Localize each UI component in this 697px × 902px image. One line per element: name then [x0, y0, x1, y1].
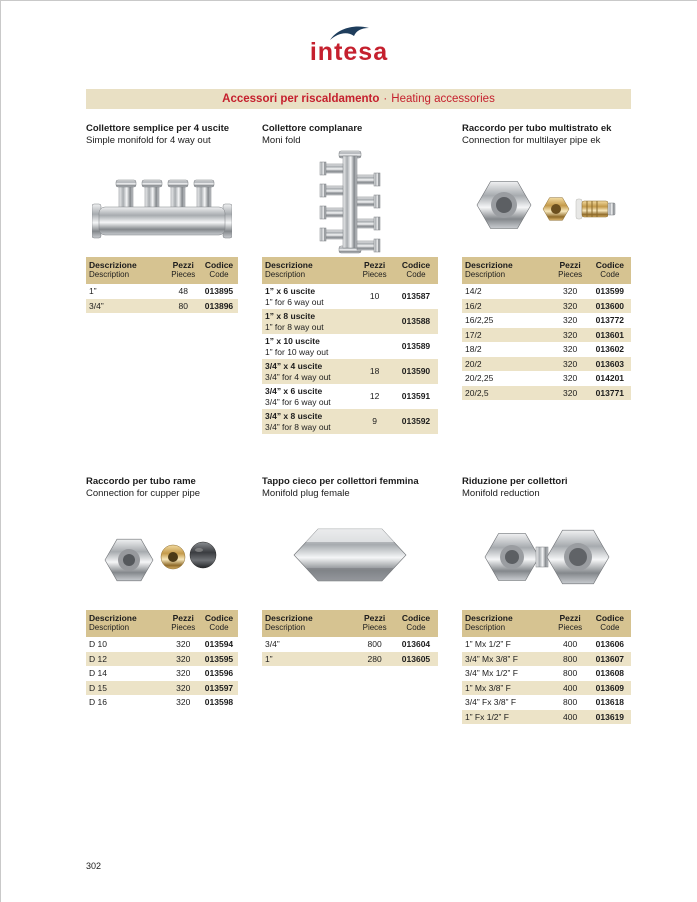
reduction-image [472, 515, 622, 595]
cell-code: 014201 [595, 373, 625, 383]
cell-code: 013595 [204, 653, 234, 664]
product-photo [86, 503, 238, 607]
cell-description: 1” [265, 653, 273, 664]
cell-code: 013619 [595, 711, 625, 722]
cell-code: 013896 [204, 300, 234, 311]
cell-pieces: 320 [176, 668, 191, 678]
cell-description: 3/4” [89, 300, 104, 311]
cell-pieces: 400 [563, 711, 578, 722]
cell-code: 013592 [401, 416, 431, 427]
section-header [262, 123, 438, 150]
product-section [86, 476, 238, 710]
table-row [86, 299, 238, 314]
table-row [86, 695, 238, 710]
cell-code: 013599 [595, 286, 625, 296]
section-header [262, 476, 438, 503]
table-row [462, 342, 631, 357]
column-header-pieces: Pezzi Pieces [355, 610, 394, 637]
cell-pieces: 320 [176, 639, 191, 649]
cell-pieces: 320 [563, 387, 578, 398]
column-header-pieces: Pezzi Pieces [355, 257, 394, 284]
column-header-description: Descrizione Description [462, 610, 552, 637]
section-title-english: Simple monifold for 4 way out [86, 135, 211, 146]
cell-description: 20/2,5 [465, 387, 489, 398]
product-photo [462, 503, 631, 607]
manifold-horizontal-image [92, 154, 232, 250]
cell-pieces: 320 [176, 697, 191, 707]
table-row [462, 357, 631, 372]
cell-description: D 12 [89, 653, 107, 664]
cell-description: 1” Mx 3/8” F [465, 682, 511, 693]
table-header-row [262, 257, 438, 284]
table-row [262, 309, 438, 334]
brand-logo [1, 23, 697, 65]
cell-pieces: 800 [563, 668, 578, 678]
table-row [262, 409, 438, 434]
column-header-description: Descrizione Description [86, 257, 167, 284]
section-title-italian: Raccordo per tubo multistrato ek [462, 123, 612, 134]
table-row [262, 637, 438, 652]
table-row [462, 710, 631, 725]
section-title-italian: Collettore semplice per 4 uscite [86, 123, 230, 134]
cell-description: 18/2 [465, 344, 482, 354]
product-table [262, 257, 438, 434]
product-section [462, 476, 631, 724]
cell-code: 013597 [204, 682, 234, 693]
table-row [462, 637, 631, 652]
product-sections-grid [86, 123, 631, 724]
cell-pieces: 320 [563, 315, 578, 325]
fitting-rame-image [97, 520, 227, 590]
cell-pieces: 320 [563, 286, 578, 296]
column-header-pieces: Pezzi Pieces [552, 610, 589, 637]
cell-code: 013587 [401, 291, 431, 302]
product-section [262, 123, 438, 434]
product-table [462, 257, 631, 400]
section-title-italian: Collettore complanare [262, 123, 363, 134]
cell-pieces: 800 [367, 639, 382, 649]
cell-code: 013607 [595, 653, 625, 664]
column-header-description: Descrizione Description [262, 610, 355, 637]
column-header-pieces: Pezzi Pieces [552, 257, 589, 284]
column-header-code: Codice Code [200, 257, 238, 284]
section-title-italian: Riduzione per collettori [462, 476, 568, 487]
cell-description: 1” [89, 286, 97, 296]
table-header-row [86, 610, 238, 637]
product-photo [462, 150, 631, 254]
cell-pieces: 280 [367, 653, 382, 664]
cell-code: 013596 [204, 668, 234, 678]
cell-description: 3/4” x 6 uscite 3/4” for 6 way out [265, 386, 331, 407]
cell-pieces: 48 [178, 286, 188, 296]
section-title-english: Moni fold [262, 135, 301, 146]
cell-code: 013598 [204, 697, 234, 707]
section-title-english: Monifold plug female [262, 488, 350, 499]
cell-code: 013603 [595, 358, 625, 369]
header-title-italian: Accessori per riscaldamento [222, 93, 380, 105]
cell-pieces: 400 [563, 639, 578, 649]
section-title-italian: Tappo cieco per collettori femmina [262, 476, 419, 487]
column-header-code: Codice Code [394, 610, 438, 637]
table-header-row [462, 257, 631, 284]
product-photo [262, 150, 438, 254]
product-section [86, 123, 238, 313]
column-header-code: Codice Code [200, 610, 238, 637]
cell-code: 013608 [595, 668, 625, 678]
product-photo [262, 503, 438, 607]
cell-code: 013606 [595, 639, 625, 649]
cell-description: 14/2 [465, 286, 482, 296]
cell-code: 013594 [204, 639, 234, 649]
cell-pieces: 12 [369, 391, 380, 402]
cell-code: 013600 [595, 300, 625, 311]
cell-pieces: 800 [563, 653, 578, 664]
cell-description: 3/4” Mx 1/2” F [465, 668, 518, 678]
cell-pieces: 10 [369, 291, 380, 302]
cell-code: 013771 [595, 387, 625, 398]
table-row [462, 666, 631, 681]
column-header-description: Descrizione Description [462, 257, 552, 284]
column-header-pieces: Pezzi Pieces [167, 257, 200, 284]
cell-code: 013591 [401, 391, 431, 402]
page-header [86, 89, 631, 109]
cell-description: 20/2,25 [465, 373, 494, 383]
cell-code: 013618 [595, 697, 625, 707]
cell-pieces: 320 [176, 653, 191, 664]
cell-code: 013602 [595, 344, 625, 354]
table-row [462, 371, 631, 386]
table-row [462, 652, 631, 667]
cell-description: D 14 [89, 668, 107, 678]
cell-pieces: 80 [178, 300, 188, 311]
cell-code: 013609 [595, 682, 625, 693]
table-row [262, 652, 438, 667]
table-row [86, 637, 238, 652]
cell-description: 3/4” Mx 3/8” F [465, 653, 518, 664]
section-title-english: Connection for cupper pipe [86, 488, 201, 499]
cell-description: 20/2 [465, 358, 482, 369]
section-title-english: Connection for multilayer pipe ek [462, 135, 601, 146]
cell-code: 013772 [595, 315, 625, 325]
cell-pieces: 320 [563, 373, 578, 383]
cell-description: 1” x 6 uscite 1” for 6 way out [265, 286, 324, 307]
cell-description: 1” Fx 1/2” F [465, 711, 509, 722]
product-photo [86, 150, 238, 254]
manifold-vertical-image [310, 150, 390, 254]
cell-code: 013589 [401, 341, 431, 352]
section-header [462, 123, 631, 150]
table-row [262, 284, 438, 309]
cell-description: 1” x 8 uscite 1” for 8 way out [265, 311, 324, 332]
cell-pieces [355, 334, 394, 359]
table-row [86, 284, 238, 299]
cell-code: 013588 [401, 316, 431, 327]
cell-pieces: 320 [563, 358, 578, 369]
column-header-code: Codice Code [589, 610, 631, 637]
cell-pieces [355, 309, 394, 334]
product-table [462, 610, 631, 724]
product-table [86, 610, 238, 710]
cell-code: 013601 [595, 329, 625, 340]
product-table [262, 610, 438, 666]
column-header-description: Descrizione Description [262, 257, 355, 284]
cell-code: 013604 [401, 639, 431, 649]
section-title-english: Monifold reduction [462, 488, 540, 499]
brand-name: intesa [309, 38, 389, 66]
cell-code: 013895 [204, 286, 234, 296]
page-number: 302 [86, 861, 102, 871]
table-header-row [86, 257, 238, 284]
product-section [262, 476, 438, 666]
cell-description: D 15 [89, 682, 107, 693]
fitting-ek-image [472, 163, 622, 241]
cell-code: 013590 [401, 366, 431, 377]
column-header-pieces: Pezzi Pieces [167, 610, 200, 637]
cell-description: D 16 [89, 697, 107, 707]
column-header-code: Codice Code [589, 257, 631, 284]
section-header [462, 476, 631, 503]
table-row [462, 313, 631, 328]
cell-description: 17/2 [465, 329, 482, 340]
cell-description: D 10 [89, 639, 107, 649]
table-row [462, 284, 631, 299]
column-header-code: Codice Code [394, 257, 438, 284]
cell-description: 3/4” x 8 uscite 3/4” for 8 way out [265, 411, 331, 432]
cell-description: 3/4” [265, 639, 280, 649]
header-divider: · [383, 93, 388, 105]
cell-description: 16/2,25 [465, 315, 494, 325]
product-table [86, 257, 238, 313]
cell-description: 3/4” x 4 uscite 3/4” for 4 way out [265, 361, 331, 382]
cell-pieces: 320 [563, 300, 578, 311]
cell-pieces: 320 [563, 344, 578, 354]
table-header-row [262, 610, 438, 637]
cell-description: 16/2 [465, 300, 482, 311]
cell-pieces: 400 [563, 682, 578, 693]
table-row [462, 386, 631, 401]
cell-pieces: 9 [372, 416, 377, 427]
cell-description: 3/4” Fx 3/8” F [465, 697, 517, 707]
cell-description: 1” x 10 uscite 1” for 10 way out [265, 336, 329, 357]
cell-description: 1” Mx 1/2” F [465, 639, 511, 649]
table-row [86, 681, 238, 696]
cell-code: 013605 [401, 653, 431, 664]
table-header-row [462, 610, 631, 637]
cell-pieces: 320 [176, 682, 191, 693]
plug-image [285, 515, 415, 595]
table-row [462, 695, 631, 710]
table-row [86, 652, 238, 667]
column-header-description: Descrizione Description [86, 610, 167, 637]
product-section [462, 123, 631, 400]
table-row [86, 666, 238, 681]
cell-pieces: 18 [369, 366, 380, 377]
table-row [462, 681, 631, 696]
section-header [86, 123, 238, 150]
table-row [262, 384, 438, 409]
table-row [462, 299, 631, 314]
section-header [86, 476, 238, 503]
cell-pieces: 320 [563, 329, 578, 340]
cell-pieces: 800 [563, 697, 578, 707]
table-row [462, 328, 631, 343]
header-title-english: Heating accessories [391, 93, 495, 105]
table-row [262, 359, 438, 384]
section-title-italian: Raccordo per tubo rame [86, 476, 196, 487]
table-row [262, 334, 438, 359]
